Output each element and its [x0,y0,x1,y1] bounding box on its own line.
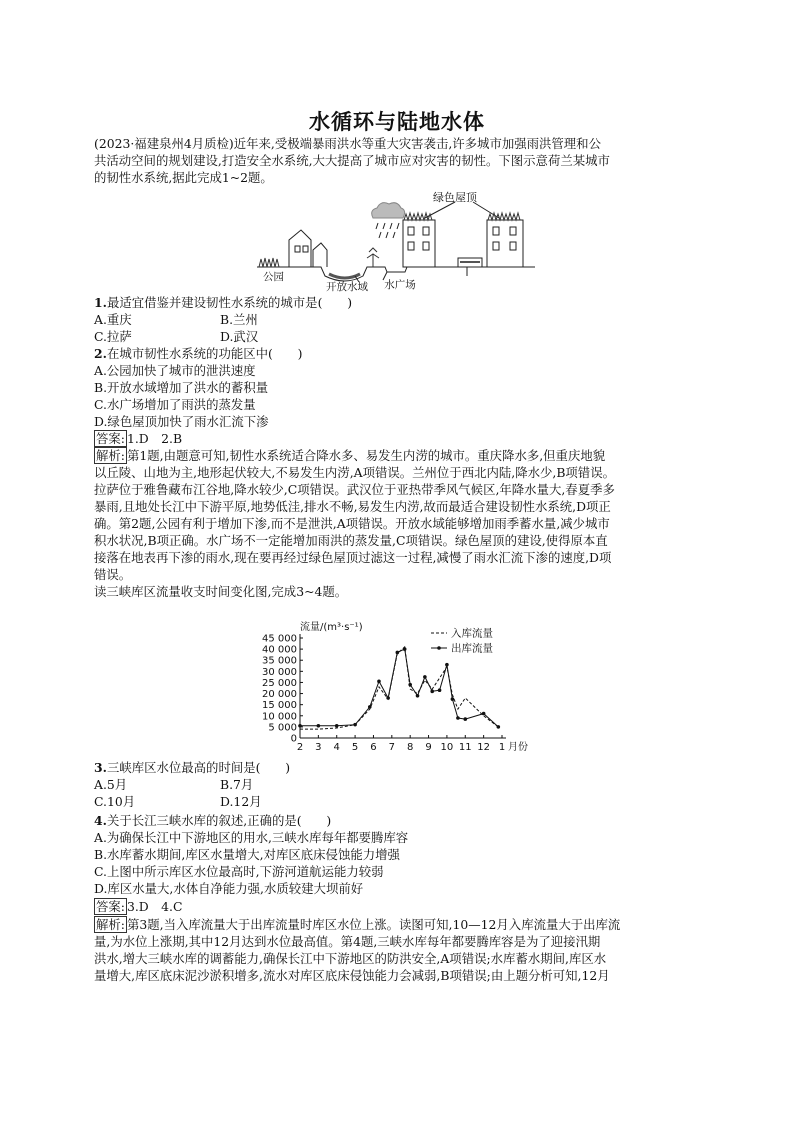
option-d[interactable]: D.12月 [220,794,262,809]
legend-marker [437,646,441,650]
analysis-line [94,917,620,933]
answer-tag: 答案: [96,431,125,446]
question-number: 1. [94,295,107,310]
data-point-outflow [403,647,407,651]
question-4 [94,813,331,829]
data-point-outflow [335,724,339,728]
data-point-outflow [463,717,467,721]
label-open-water: 开放水域 [326,281,368,292]
y-tick-label: 15 000 [262,700,297,712]
data-point-outflow [396,651,400,655]
question-3 [94,760,290,776]
analysis-line: 积水状况,B项正确。水广场不一定能增加雨洪的蒸发量,C项错误。绿色屋顶的建设,使得原本直 [94,533,608,548]
option-c[interactable]: C.拉萨 [94,329,132,344]
data-point-outflow [430,690,434,694]
question-1 [94,295,352,311]
answer-tag: 答案: [96,899,125,914]
answer-block [94,431,182,447]
answer-text: 1.D 2.B [126,431,183,446]
analysis-line: 拉萨位于雅鲁藏布江谷地,降水较少,C项错误。武汉位于亚热带季风气候区,年降水量大,春夏季多 [94,482,615,497]
option-d[interactable]: D.库区水量大,水体自净能力强,水质较建大坝前好 [94,881,364,896]
option-a[interactable]: A.公园加快了城市的泄洪速度 [94,363,256,378]
y-tick-label: 5 000 [268,722,297,734]
legend-label: 出库流量 [451,642,493,655]
question-stem: 关于长江三峡水库的叙述,正确的是( ) [106,813,332,828]
data-point-outflow [445,663,449,667]
x-tick-label: 12 [477,742,491,753]
option-d[interactable]: D.绿色屋顶加快了雨水汇流下渗 [94,414,269,429]
x-tick-label: 9 [425,742,432,753]
x-tick-label: 2 [296,742,304,753]
option-a[interactable]: A.5月 [94,777,128,792]
x-axis-label: 月份 [508,742,528,753]
question-2 [94,346,302,362]
data-point-outflow [377,680,381,684]
intro-line: 的韧性水系统,据此完成1~2题。 [94,170,273,185]
analysis-line: 量,为水位上涨期,其中12月达到水位最高值。第4题,三峡水库每年都要腾库容是为了迎接汛期 [94,934,601,949]
y-tick-label: 10 000 [262,711,297,723]
y-tick-label: 25 000 [262,677,297,689]
question-number: 2. [94,346,107,361]
question-number: 4. [94,813,107,828]
data-point-outflow [317,724,321,728]
intro-line: (2023·福建泉州4月质检)近年来,受极端暴雨洪水等重大灾害袭击,许多城市加强雨洪管理和公 [94,136,601,151]
analysis-line: 量增大,库区底床泥沙淤积增多,流水对库区底床侵蚀能力会减弱,B项错误;由上题分析可知,12月 [94,968,610,983]
analysis-line: 以丘陵、山地为主,地形起伏较大,不易发生内涝,A项错误。兰州位于西北内陆,降水少,B项错误。 [94,465,615,480]
question-stem: 最适宜借鉴并建设韧性水系统的城市是( ) [106,295,353,310]
analysis-line: 暴雨,且地处长江中下游平原,地势低洼,排水不畅,易发生内涝,故而最适合建设韧性水系统,D项正 [94,499,611,514]
data-point-outflow [368,705,372,709]
analysis-text: 第1题,由题意可知,韧性水系统适合降水多、易发生内涝的城市。重庆降水多,但重庆地貌 [126,448,606,463]
x-tick-label: 3 [315,742,322,753]
data-point-outflow [438,688,442,692]
analysis-line: 接落在地表再下渗的雨水,现在要再经过绿色屋顶过滤这一过程,减慢了雨水汇流下渗的速度,D项 [94,550,612,565]
y-tick-label: 30 000 [262,666,297,678]
analysis-line: 确。第2题,公园有利于增加下渗,而不是泄洪,A项错误。开放水域能够增加雨季蓄水量,减少城市 [94,516,610,531]
analysis-line: 洪水,增大三峡水库的调蓄能力,确保长江中下游地区的防洪安全,A项错误;水库蓄水期间,库区水 [94,951,607,966]
x-tick-label: 11 [458,742,472,753]
data-point-outflow [416,694,420,698]
option-c[interactable]: C.上图中所示库区水位最高时,下游河道航运能力较弱 [94,864,384,879]
x-tick-label: 10 [440,742,454,753]
analysis-line: 错误。 [94,567,132,582]
x-tick-label: 6 [370,742,377,753]
option-d[interactable]: D.武汉 [220,329,259,344]
option-a[interactable]: A.为确保长江中下游地区的用水,三峡水库每年都要腾库容 [94,830,409,845]
flow-line-chart [255,616,555,760]
legend-label: 入库流量 [451,627,493,640]
series-line-inflow [300,647,498,729]
x-tick-label: 4 [333,742,340,753]
option-b[interactable]: B.开放水域增加了洪水的蓄积量 [94,380,269,395]
analysis-tag: 解析: [96,448,125,463]
data-point-outflow [386,696,390,700]
option-b[interactable]: B.7月 [220,777,254,792]
x-tick-label: 7 [388,742,396,753]
label-green-roof: 绿色屋顶 [433,191,477,204]
y-tick-label: 35 000 [262,655,297,667]
y-tick-label: 20 000 [262,689,297,701]
option-b[interactable]: B.水库蓄水期间,库区水量增大,对库区底床侵蚀能力增强 [94,847,400,862]
question-number: 3. [94,760,107,775]
x-tick-label: 8 [406,742,414,753]
y-tick-label: 40 000 [262,644,297,656]
option-c[interactable]: C.10月 [94,794,136,809]
analysis-text: 第3题,当入库流量大于出库流量时库区水位上涨。读图可知,10—12月入库流量大于出库流 [126,917,621,932]
data-point-outflow [423,675,427,679]
label-water-square: 水广场 [384,279,416,291]
data-point-outflow [298,724,302,728]
intro-2: 读三峡库区流量收支时间变化图,完成3~4题。 [94,584,348,599]
x-tick-label: 1 [498,742,506,753]
data-point-outflow [482,712,486,716]
question-stem: 三峡库区水位最高的时间是( ) [106,760,291,775]
data-point-outflow [497,725,501,729]
answer-block [94,899,182,915]
intro-line: 共活动空间的规划建设,打造安全水系统,大大提高了城市应对灾害的韧性。下图示意荷兰某城市 [94,153,610,168]
y-axis-label: 流量/(m³·s⁻¹) [300,622,363,633]
data-point-outflow [353,723,357,727]
analysis-tag: 解析: [96,917,125,932]
option-a[interactable]: A.重庆 [94,312,132,327]
y-tick-label: 0 [290,733,297,745]
page-title: 水循环与陆地水体 [309,110,485,134]
y-tick-label: 45 000 [262,633,297,645]
question-stem: 在城市韧性水系统的功能区中( ) [106,346,303,361]
data-point-outflow [451,697,455,701]
label-park: 公园 [263,271,284,283]
analysis-line [94,448,605,464]
option-b[interactable]: B.兰州 [220,312,258,327]
x-tick-label: 5 [351,742,359,753]
data-point-outflow [408,683,412,687]
answer-text: 3.D 4.C [126,899,183,914]
resilient-water-system-diagram [255,190,540,292]
series-line-outflow [300,649,498,727]
option-c[interactable]: C.水广场增加了雨洪的蒸发量 [94,397,256,412]
data-point-outflow [456,716,460,720]
